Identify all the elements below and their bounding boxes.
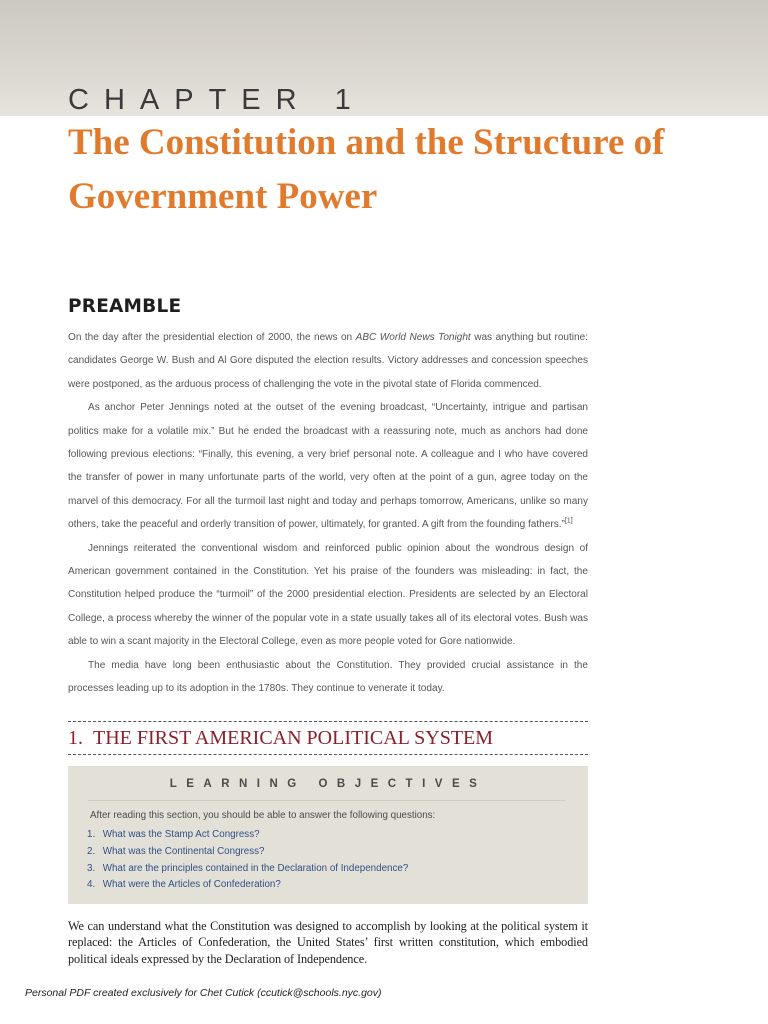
chapter-label: CHAPTER 1	[68, 84, 366, 116]
objective-text: What was the Stamp Act Congress?	[102, 829, 260, 840]
objective-number: 1.	[87, 829, 96, 840]
section-intro-paragraph: We can understand what the Constitution was designed to accomplish by looking at the political system it replaced: the Articles of Confederation, the United States’ first written constitution, which embodied political ideals expressed by the Declaration of Independence.	[68, 919, 588, 966]
section-number: 1.	[68, 727, 83, 749]
preamble-paragraph-3: Jennings reiterated the conventional wisdom and reinforced public opinion about the wondrous design of American government contained in the Constitution. Yet his praise of the founders was misleading: in fact, the Constitution helped produce the “turmoil” of the 2000 presidential election. Presidents are selected by an Electoral College, a process whereby the winner of the popular vote in a state usually takes all of its electoral votes. Bush was able to win a scant majority in the Electoral College, even as more people voted for Gore nationwide.	[68, 542, 588, 648]
chapter-title: The Constitution and the Structure of Government Power	[68, 122, 665, 217]
paragraph-text: On the day after the presidential election of 2000, the news on	[68, 332, 356, 343]
paragraph-text: As anchor Peter Jennings noted at the outset of the evening broadcast, “Uncertainty, intrigue and partisan politics make for a volatile mix.” But he ended the broadcast with a reassuring note, much as anchors had done following previous elections: “Finally, this evening, a very brief personal note. A colleague and I who have covered the transfer of power in many unfortunate parts of the world, very often at the point of a gun, agree today on the marvel of this democracy. For all the turmoil last night and today and perhaps tomorrow, Americans, unlike so many others, take the peaceful and orderly transition of power, ultimately, for granted. A gift from the founding fathers.”	[68, 402, 588, 531]
section-heading	[68, 727, 493, 750]
preamble-paragraph-1	[68, 326, 588, 396]
section-divider-top	[68, 721, 588, 722]
preamble-heading: PREAMBLE	[68, 296, 182, 317]
learning-objectives-intro: After reading this section, you should be able to answer the following questions:	[90, 810, 436, 821]
objective-item[interactable]	[87, 844, 408, 861]
section-title: THE FIRST AMERICAN POLITICAL SYSTEM	[93, 727, 494, 749]
learning-objectives-list	[87, 827, 408, 894]
personal-pdf-footer: Personal PDF created exclusively for Chet Cutick (ccutick@schools.nyc.gov)	[25, 987, 382, 999]
objective-number: 2.	[87, 845, 96, 857]
objective-number: 3.	[87, 862, 96, 874]
objective-text: What are the principles contained in the Declaration of Independence?	[102, 862, 409, 874]
objective-text: What was the Continental Congress?	[102, 845, 265, 857]
objective-item[interactable]	[87, 877, 408, 894]
program-title: ABC World News Tonight	[355, 332, 471, 343]
objective-text: What were the Articles of Confederation?	[102, 879, 281, 891]
preamble-paragraph-2	[68, 396, 588, 536]
footnote-link[interactable]: [1]	[564, 517, 573, 525]
objective-number: 4.	[87, 879, 96, 891]
learning-objectives-box	[68, 766, 588, 904]
objective-item[interactable]	[87, 861, 408, 878]
paragraph-text: was anything but routine: candidates George W. Bush and Al Gore disputed the election results. Victory addresses and concession speeches were postponed, as the arduous process of challenging the vote in the pivotal state of Florida commenced.	[68, 332, 589, 390]
learning-objectives-title: LEARNING OBJECTIVES	[169, 778, 487, 790]
objective-item[interactable]	[87, 827, 408, 844]
preamble-paragraph-4: The media have long been enthusiastic about the Constitution. They provided crucial assistance in the processes leading up to its adoption in the 1780s. They continue to venerate it today.	[68, 659, 588, 695]
objectives-divider	[88, 800, 566, 801]
preamble-body	[68, 326, 588, 701]
section-divider-bottom	[68, 754, 588, 755]
